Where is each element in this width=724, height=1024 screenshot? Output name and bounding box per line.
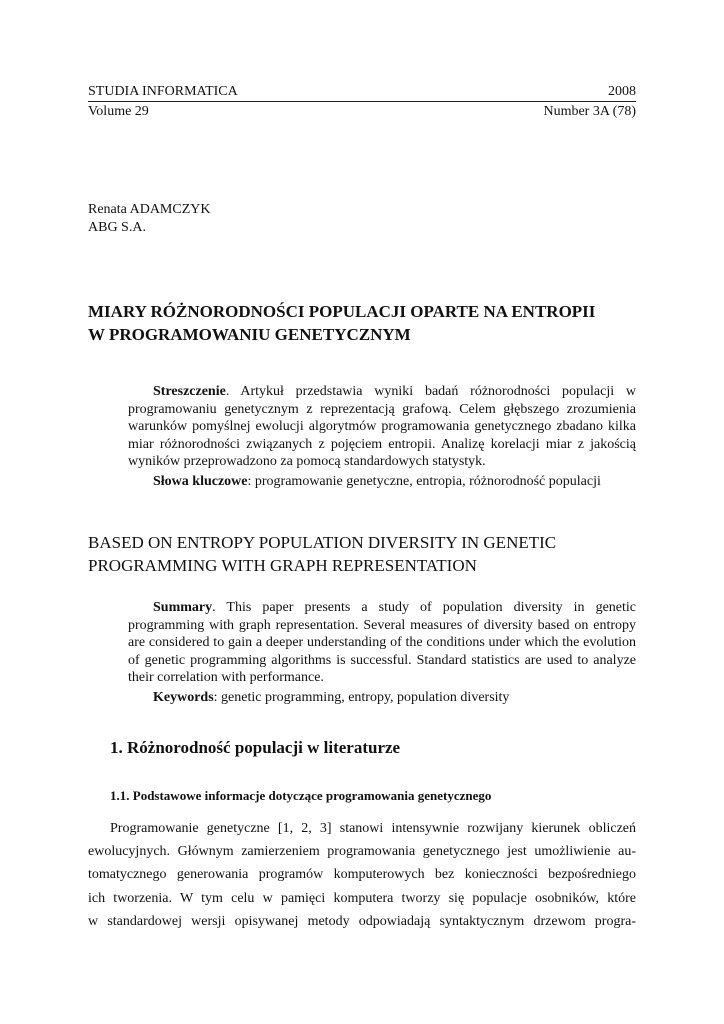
journal-name: STUDIA INFORMATICA <box>88 84 238 99</box>
section-heading: 1. Różnorodność populacji w literaturze <box>110 738 401 757</box>
abstract-polish-text <box>128 383 636 471</box>
body-line-4: ich tworzenia. W tym celu w pamięci komputera tworzy się populacje osobników, które <box>88 890 636 906</box>
title-polish <box>88 300 648 346</box>
title-polish-line2: W PROGRAMOWANIU GENETYCZNYM <box>88 325 411 344</box>
journal-volume: Volume 29 <box>88 104 149 119</box>
title-english-line1: BASED ON ENTROPY POPULATION DIVERSITY IN GENETIC <box>88 533 557 552</box>
subsection-heading: 1.1. Podstawowe informacje dotyczące programowania genetycznego <box>110 788 492 803</box>
title-english-line2: PROGRAMMING WITH GRAPH REPRESENTATION <box>88 556 477 575</box>
header-rule <box>88 101 636 102</box>
keywords-polish-label: Słowa kluczowe <box>153 473 248 489</box>
abstract-english <box>128 599 636 706</box>
body-line-1: Programowanie genetyczne [1, 2, 3] stanowi intensywnie rozwijany kierunek obliczeń <box>110 821 636 836</box>
body-line-5: w standardowej wersji opisywanej metody odpowiadają syntaktycznym drzewom progra- <box>88 913 636 929</box>
body-paragraph <box>88 817 636 933</box>
keywords-english-list: : genetic programming, entropy, population diversity <box>213 689 510 705</box>
abstract-polish <box>128 383 636 490</box>
abstract-english-text <box>128 599 636 687</box>
title-english <box>88 531 648 577</box>
abstract-english-label: Summary <box>153 600 213 615</box>
abstract-polish-body: . Artykuł przedstawia wyniki badań różnorodności populacji w programowaniu genetycznym z reprezentacją grafową. Celem głębszego zrozumienia warunków pomyślnej ewolucji algorytmów programowania genetycznego zbadano kilka miar różnorodności związanych z pojęciem entropii. Analizę korelacji miar z jakością wyników przeprowadzono za pomocą standardowych statystyk. <box>128 384 636 469</box>
keywords-polish-list: : programowanie genetyczne, entropia, różnorodność populacji <box>247 473 601 489</box>
journal-number: Number 3A (78) <box>543 104 636 119</box>
keywords-polish <box>128 473 636 491</box>
body-line-2: ewolucyjnych. Głównym zamierzeniem programowania genetycznego jest umożliwienie au- <box>88 844 636 860</box>
journal-year: 2008 <box>608 84 636 99</box>
body-line-3: tomatycznego generowania programów komputerowych bez konieczności bezpośredniego <box>88 867 636 883</box>
title-polish-line1: MIARY RÓŻNORODNOŚCI POPULACJI OPARTE NA ENTROPII <box>88 302 596 321</box>
keywords-english <box>128 689 636 707</box>
abstract-polish-label: Streszczenie <box>153 384 226 399</box>
abstract-english-body: . This paper presents a study of population diversity in genetic programming with graph representation. Several measures of diversity based on entropy are considered to gain a deeper understanding of the conditions under which the evolution of genetic programming algorithms is successful. Standard statistics are used to analyze their correlation with performance. <box>128 600 636 685</box>
author-name: Renata ADAMCZYK <box>88 202 211 217</box>
author-affiliation: ABG S.A. <box>88 220 146 235</box>
keywords-english-label: Keywords <box>153 689 214 705</box>
